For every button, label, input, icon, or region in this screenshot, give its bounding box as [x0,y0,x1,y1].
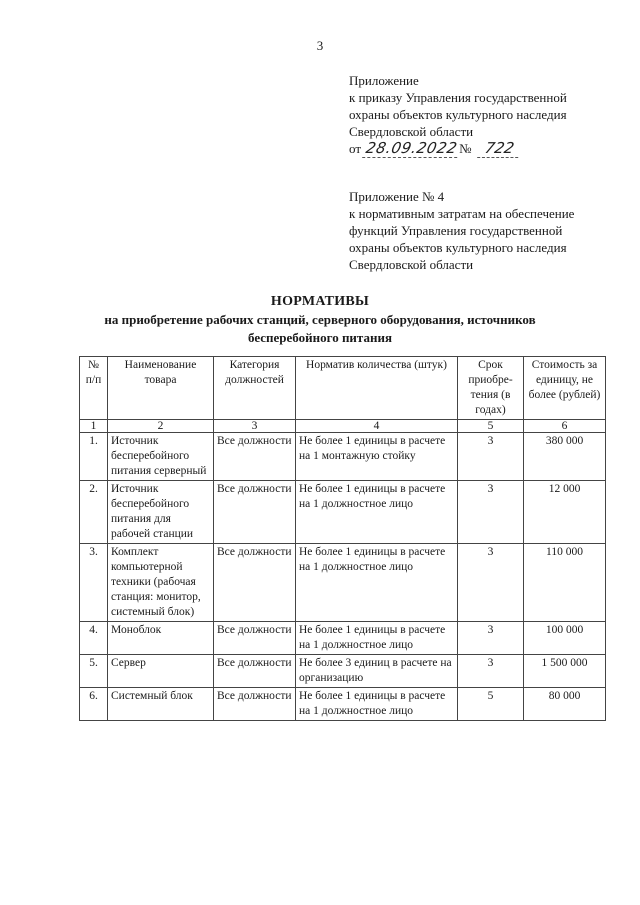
appendix-norms-block [349,188,629,273]
item-cost: 12 000 [524,481,606,544]
item-category: Все должности [214,433,296,481]
item-name: Моноблок [108,622,214,655]
item-term: 3 [458,481,524,544]
column-number: 4 [296,420,458,433]
item-category: Все должности [214,622,296,655]
table-row [80,688,606,721]
item-term: 3 [458,622,524,655]
row-number: 4. [80,622,108,655]
appendix-norms-line: функций Управления государственной [349,223,563,238]
column-number: 2 [108,420,214,433]
item-name: Источник бесперебойного питания серверный [108,433,214,481]
column-number: 3 [214,420,296,433]
item-term: 3 [458,433,524,481]
item-norm: Не более 3 единиц в расчете на организацию [296,655,458,688]
header-cell: Стоимость за единицу, не более (рублей) [524,357,606,420]
order-date-number-line [349,140,629,158]
row-number: 6. [80,688,108,721]
item-cost: 1 500 000 [524,655,606,688]
item-cost: 110 000 [524,544,606,622]
header-cell: Категория должностей [214,357,296,420]
table-row [80,544,606,622]
item-name: Системный блок [108,688,214,721]
from-prefix: от [349,141,362,156]
item-norm: Не более 1 единицы в расчете на 1 должностное лицо [296,622,458,655]
appendix-order-line: Свердловской области [349,124,474,139]
title-line: бесперебойного питания [248,330,392,345]
item-category: Все должности [214,688,296,721]
row-number: 2. [80,481,108,544]
item-norm: Не более 1 единицы в расчете на 1 должностное лицо [296,544,458,622]
column-number: 5 [458,420,524,433]
table-row [80,655,606,688]
page-number: 3 [316,38,324,53]
appendix-order-block [349,72,629,158]
appendix-norms-line: к нормативным затратам на обеспечение [349,206,575,221]
item-category: Все должности [214,655,296,688]
appendix-norms-line: охраны объектов культурного наследия [349,240,567,255]
column-number-row [80,420,606,433]
handwritten-number: 722 [477,140,521,158]
item-term: 3 [458,544,524,622]
title-main: НОРМАТИВЫ [270,294,370,309]
table-header-row [80,357,606,420]
row-number: 1. [80,433,108,481]
table-row [80,433,606,481]
item-name: Источник бесперебойного питания для рабочей станции [108,481,214,544]
appendix-norms-line: Приложение № 4 [349,189,445,204]
appendix-order-line: охраны объектов культурного наследия [349,107,567,122]
item-norm: Не более 1 единицы в расчете на 1 должностное лицо [296,688,458,721]
document-title [0,293,640,347]
table-row [80,481,606,544]
norms-table [79,356,606,721]
appendix-norms-line: Свердловской области [349,257,474,272]
item-norm: Не более 1 единицы в расчете на 1 должностное лицо [296,481,458,544]
handwritten-date: 28.09.2022 [362,140,461,158]
header-cell: Наименование товара [108,357,214,420]
item-cost: 100 000 [524,622,606,655]
header-cell: Срок приобре- тения (в годах) [458,357,524,420]
item-cost: 380 000 [524,433,606,481]
header-cell: № п/п [80,357,108,420]
column-number: 6 [524,420,606,433]
item-term: 5 [458,688,524,721]
item-category: Все должности [214,544,296,622]
title-line: на приобретение рабочих станций, серверного оборудования, источников [104,312,536,327]
item-category: Все должности [214,481,296,544]
item-name: Сервер [108,655,214,688]
header-cell: Норматив количества (штук) [296,357,458,420]
item-norm: Не более 1 единицы в расчете на 1 монтажную стойку [296,433,458,481]
appendix-order-line: к приказу Управления государственной [349,90,567,105]
item-term: 3 [458,655,524,688]
row-number: 5. [80,655,108,688]
number-prefix: № [459,141,472,156]
item-cost: 80 000 [524,688,606,721]
item-name: Комплект компьютерной техники (рабочая станция: монитор, системный блок) [108,544,214,622]
appendix-order-line: Приложение [349,73,419,88]
row-number: 3. [80,544,108,622]
table-row [80,622,606,655]
column-number: 1 [80,420,108,433]
